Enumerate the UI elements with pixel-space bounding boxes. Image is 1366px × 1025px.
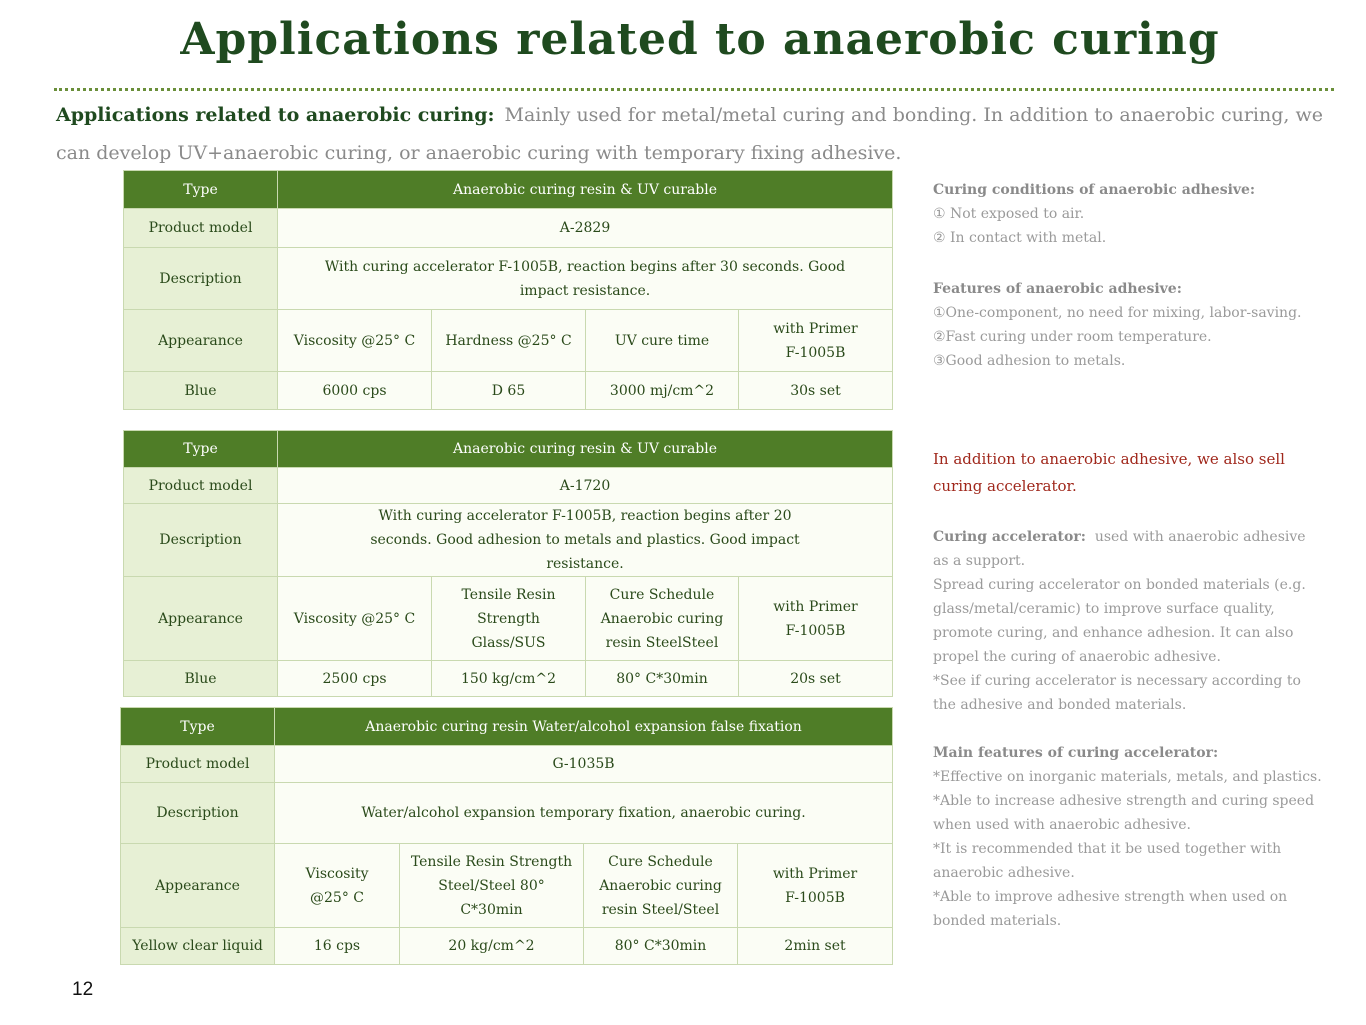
page-title: Applications related to anaerobic curing	[180, 14, 1220, 65]
list-item: ① Not exposed to air.	[933, 206, 1085, 222]
property-header: Viscosity @25° C	[278, 577, 432, 661]
model-value: G-1035B	[275, 746, 893, 783]
description-label: Description	[124, 504, 278, 577]
property-value: 20s set	[739, 661, 893, 697]
description-value: With curing accelerator F-1005B, reaction begins after 20 seconds. Good adhesion to metals and plastics. Good impact resistance.	[278, 504, 893, 577]
property-header: Tensile Resin Strength Glass/SUS	[432, 577, 586, 661]
model-label: Product model	[121, 746, 275, 783]
description-label: Description	[124, 248, 278, 310]
property-value: 150 kg/cm^2	[432, 661, 586, 697]
table-row	[121, 844, 893, 928]
appearance-label: Appearance	[124, 577, 278, 661]
property-header: with Primer F-1005B	[738, 844, 893, 928]
appearance-value: Blue	[124, 661, 278, 697]
property-header: Viscosity @25° C	[275, 844, 400, 928]
paragraph: Spread curing accelerator on bonded materials (e.g. glass/metal/ceramic) to improve surface quality, promote curing, and enhance adhesion. It can also propel the curing of anaerobic adhesive.	[933, 577, 1306, 665]
appearance-value: Blue	[124, 372, 278, 410]
property-value: 80° C*30min	[586, 661, 739, 697]
section-heading: Curing conditions of anaerobic adhesive:	[933, 182, 1256, 198]
property-header: Viscosity @25° C	[278, 310, 432, 372]
property-header: Hardness @25° C	[432, 310, 586, 372]
table-row	[124, 248, 893, 310]
table-row	[121, 746, 893, 783]
section-heading: Main features of curing accelerator:	[933, 745, 1219, 761]
type-label: Type	[124, 431, 278, 468]
title-divider	[54, 88, 1334, 91]
model-label: Product model	[124, 209, 278, 248]
table-row	[124, 661, 893, 697]
model-label: Product model	[124, 468, 278, 504]
property-value: 6000 cps	[278, 372, 432, 410]
description-value: Water/alcohol expansion temporary fixation, anaerobic curing.	[275, 783, 893, 844]
property-value: 2min set	[738, 928, 893, 965]
section-heading: Features of anaerobic adhesive:	[933, 281, 1182, 297]
table-row	[124, 310, 893, 372]
table-row	[124, 468, 893, 504]
list-item: ①One-component, no need for mixing, labor-saving.	[933, 305, 1302, 321]
product-table-g1035b	[120, 707, 893, 965]
page-number: 12	[72, 979, 94, 1000]
table-row	[124, 209, 893, 248]
table-row	[124, 504, 893, 577]
list-item: *Able to increase adhesive strength and curing speed when used with anaerobic adhesive.	[933, 793, 1315, 833]
accelerator-features-section	[933, 741, 1325, 933]
features-section	[933, 277, 1333, 373]
table-row	[121, 708, 893, 746]
paragraph: *See if curing accelerator is necessary according to the adhesive and bonded materials.	[933, 673, 1301, 713]
property-header: with Primer F-1005B	[739, 310, 893, 372]
list-item: ②Fast curing under room temperature.	[933, 329, 1212, 345]
model-value: A-1720	[278, 468, 893, 504]
property-header: Tensile Resin Strength Steel/Steel 80° C*30min	[400, 844, 584, 928]
type-label: Type	[124, 171, 278, 209]
table-row	[124, 431, 893, 468]
property-value: 16 cps	[275, 928, 400, 965]
property-header: UV cure time	[586, 310, 739, 372]
table-row	[124, 577, 893, 661]
appearance-value: Yellow clear liquid	[121, 928, 275, 965]
type-label: Type	[121, 708, 275, 746]
intro-text: Mainly used for metal/metal curing and bonding. In addition to anaerobic curing, we can develop UV+anaerobic curing, or anaerobic curing with temporary fixing adhesive.	[56, 104, 1323, 164]
type-value: Anaerobic curing resin & UV curable	[278, 171, 893, 209]
accelerator-sales-note	[933, 446, 1293, 500]
list-item: *Able to improve adhesive strength when used on bonded materials.	[933, 889, 1288, 929]
table-row	[121, 783, 893, 844]
highlight-note: In addition to anaerobic adhesive, we also sell curing accelerator.	[933, 450, 1285, 495]
accelerator-label: Curing accelerator:	[933, 529, 1086, 545]
intro-lead: Applications related to anaerobic curing:	[56, 104, 495, 126]
property-value: 2500 cps	[278, 661, 432, 697]
description-value: With curing accelerator F-1005B, reaction begins after 30 seconds. Good impact resistance.	[278, 248, 893, 310]
property-value: 20 kg/cm^2	[400, 928, 584, 965]
list-item: *It is recommended that it be used together with anaerobic adhesive.	[933, 841, 1282, 881]
appearance-label: Appearance	[124, 310, 278, 372]
table-row	[124, 171, 893, 209]
curing-accelerator-section	[933, 525, 1325, 717]
type-value: Anaerobic curing resin Water/alcohol expansion false fixation	[275, 708, 893, 746]
product-table-a1720	[123, 430, 893, 697]
property-header: Cure Schedule Anaerobic curing resin Steel/Steel	[584, 844, 738, 928]
accelerator-text: used with anaerobic adhesive as a support.	[933, 529, 1306, 569]
property-header: with Primer F-1005B	[739, 577, 893, 661]
property-value: 80° C*30min	[584, 928, 738, 965]
table-row	[124, 372, 893, 410]
property-value: 3000 mj/cm^2	[586, 372, 739, 410]
list-item: ③Good adhesion to metals.	[933, 353, 1126, 369]
property-header: Cure Schedule Anaerobic curing resin SteelSteel	[586, 577, 739, 661]
product-table-a2829	[123, 170, 893, 410]
type-value: Anaerobic curing resin & UV curable	[278, 431, 893, 468]
list-item: ② In contact with metal.	[933, 230, 1107, 246]
intro-paragraph	[56, 96, 1356, 172]
model-value: A-2829	[278, 209, 893, 248]
table-row	[121, 928, 893, 965]
description-label: Description	[121, 783, 275, 844]
property-value: 30s set	[739, 372, 893, 410]
list-item: *Effective on inorganic materials, metals, and plastics.	[933, 769, 1322, 785]
curing-conditions-section	[933, 178, 1333, 250]
appearance-label: Appearance	[121, 844, 275, 928]
property-value: D 65	[432, 372, 586, 410]
